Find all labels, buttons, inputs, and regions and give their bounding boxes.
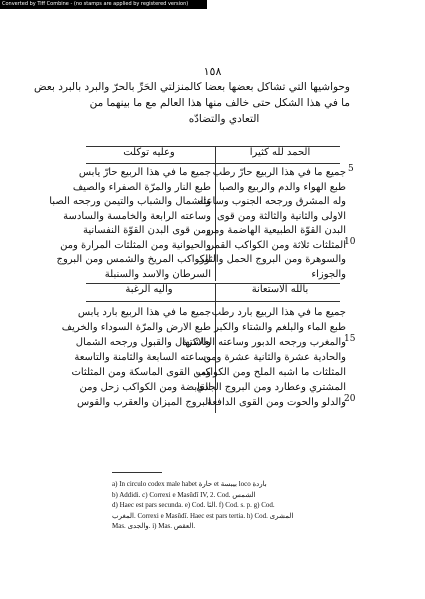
footnote-line: b) Addidi. c) Correxi e Masûdî IV, 2. Cod. الشمس	[112, 490, 256, 499]
text-line: وساعته السابعة والثامنة والتاسعة	[74, 352, 211, 363]
text-line: والاكتهال والقبول ورجحه الشمال	[75, 337, 211, 348]
text-line: والحيوانية ومن المثلثات المرارة ومن	[60, 239, 211, 251]
text-line: طبع الارض والمرّة السوداء والخريف	[61, 322, 211, 333]
text-line: القابضة ومن الكواكب زحل ومن	[79, 382, 211, 393]
footnote-line: d) Haec est pars secunda. e) Cod. الثا. f) Cod. s. p. g) Cod.	[112, 501, 275, 509]
text-line: والجوزاء	[311, 268, 346, 280]
text-line: جميع ما في هذا الربيع حارّ يابس	[78, 167, 211, 178]
upper-left-heading: وعليه توكلت	[123, 147, 175, 158]
footnote-line: المغرب. Correxi e Masûdî. Haec est pars tertia. h) Cod. المشرى	[112, 511, 294, 520]
text-line: طبع النار والمرّة الصفراء والصيف	[72, 181, 211, 193]
intro-paragraph	[34, 79, 350, 127]
line-number-10: 10	[344, 237, 356, 247]
text-line: جميع ما في هذا الربيع بارد يابس	[77, 307, 211, 318]
text-line: والمغرب ورجحه الدبور وساعته العاشرة	[182, 337, 346, 348]
text-line: البروج الميزان والعقرب والقوس	[77, 397, 211, 408]
text-line: ومن قوى البدن القوّة النفسانية	[82, 225, 211, 236]
text-line: المثلثات ثلاثة ومن الكواكب القمر	[209, 239, 346, 251]
lower-right-heading: بالله الاستعانة	[251, 284, 309, 295]
text-line: والدلو والحوت ومن القوى الدافعة	[206, 397, 346, 408]
line-number-15: 15	[344, 334, 356, 344]
text-line: وله المشرق ورجحه الجنوب وساعته	[198, 196, 346, 207]
lower-right-column	[182, 305, 346, 410]
upper-right-column	[198, 166, 346, 282]
text-line: المشتري وعطارد ومن البروج الجدي	[196, 382, 346, 393]
converter-stamp: Converted by Tiff Combine - (no stamps are applied by registered version)	[0, 0, 207, 9]
line-number-5: 5	[348, 164, 354, 174]
text-line: جميع ما في هذا الربيع حارّ رطب	[212, 167, 346, 178]
footnote-line: Mas. والجدى. i) Mas. العقص.	[112, 522, 196, 530]
lower-left-column	[61, 305, 211, 410]
footnote-rule	[112, 472, 162, 473]
text-line: والحادية عشرة والثانية عشرة ومن	[203, 352, 346, 363]
page-number: ١٥٨	[203, 65, 222, 78]
upper-right-heading: الحمد لله كثيرا	[249, 147, 311, 158]
text-line: الاولى والثانية والثالثة ومن قوى	[216, 210, 346, 222]
line-number-20: 20	[344, 394, 356, 404]
text-line: ومن القوى الماسكة ومن المثلثات	[71, 367, 211, 378]
text-line: طبع الهواء والدم والربيع والصبا	[219, 181, 346, 193]
intro-line: وحواشيها التي تشاكل بعضها بعضا كالمنزلتي الحَرِّ بالحرّ والبرد بالبرد بعض	[34, 81, 350, 93]
lower-left-heading: واليه الرغبة	[125, 284, 173, 295]
upper-table-header-rule	[86, 163, 340, 164]
footnote-line: a) In circulo codex male habet حارة et بيبسة loco باردة	[112, 480, 267, 488]
text-line: والسوهرة ومن البروج الحمل والثور	[199, 254, 346, 265]
lower-table-header-rule	[86, 301, 340, 302]
upper-left-column	[49, 166, 211, 282]
text-line: طبع الماء والبلغم والشتاء والكبر	[214, 322, 346, 333]
text-line: السرطان والاسد والسنبلة	[104, 268, 211, 280]
text-line: البدن القوّة الطبيعية الهاضمة ومن	[206, 225, 346, 236]
text-line: جميع ما في هذا الربيع بارد رطب	[211, 307, 346, 318]
text-line: المثلثات ما اشبه الملح ومن الكواكب	[195, 367, 346, 378]
text-line: الكواكب المريخ والشمس ومن البروج	[56, 254, 211, 265]
intro-line: التعادي والتضادّه	[188, 113, 260, 125]
text-line: والشمال والشباب والتيمن ورجحه الصبا	[49, 196, 211, 207]
text-line: وساعته الرابعة والخامسة والسادسة	[63, 210, 211, 222]
intro-line: ما في هذا الشكل حتى خالف منها هذا العالم مع ما بينهما من	[89, 97, 350, 109]
footnotes	[112, 479, 352, 532]
